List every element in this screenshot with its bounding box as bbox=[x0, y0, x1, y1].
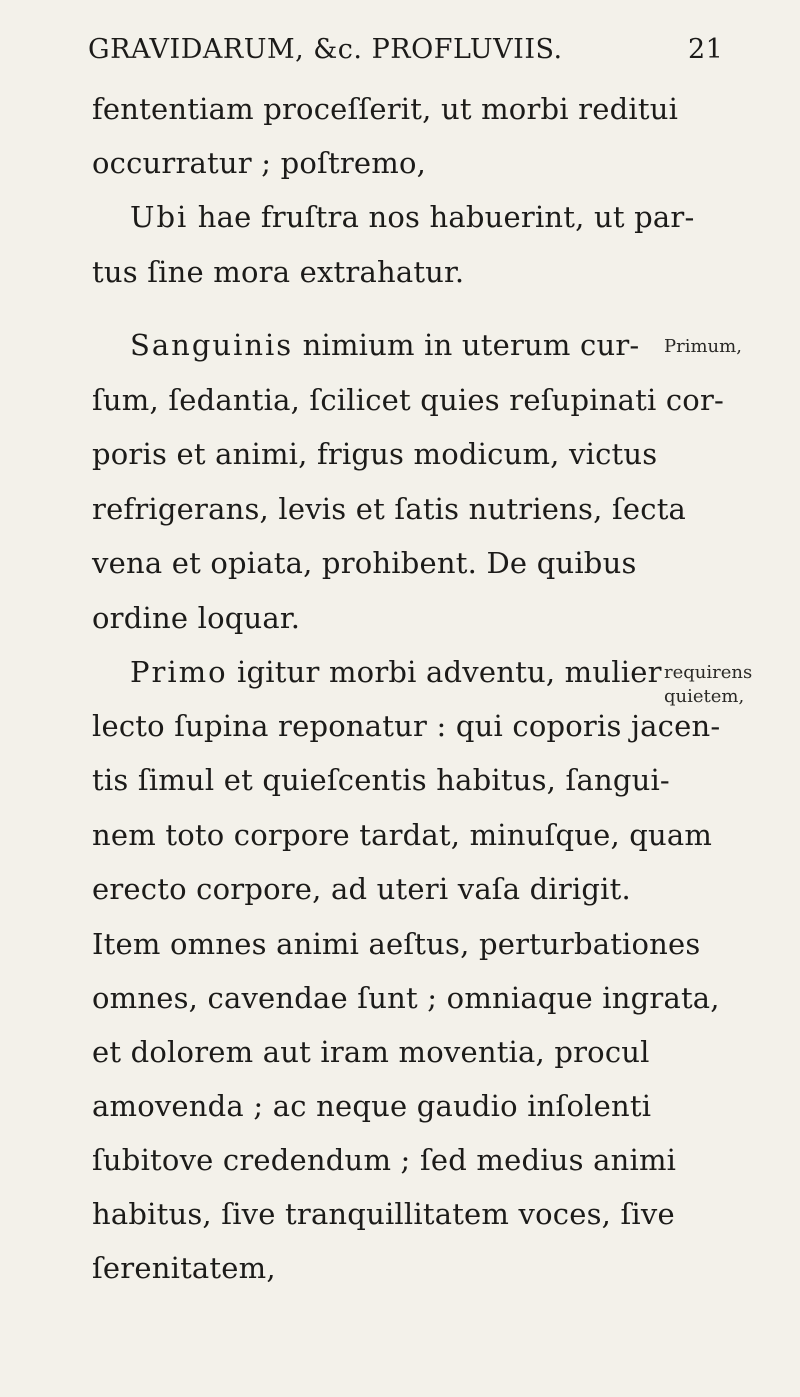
text-line bbox=[130, 328, 639, 362]
text-line: tis ſimul et quieſcentis habitus, ſangui- bbox=[92, 763, 670, 797]
text-line: ſum, ſedantia, ſcilicet quies reſupinati cor- bbox=[92, 383, 725, 417]
text-line-rest: hae fruſtra nos habuerint, ut par- bbox=[197, 200, 695, 234]
text-line: tus ſine mora extrahatur. bbox=[92, 255, 465, 289]
lead-word: Ubi bbox=[130, 200, 189, 234]
text-line: habitus, ſive tranquillitatem voces, ſive bbox=[92, 1197, 675, 1231]
margin-note-primum: Primum, bbox=[664, 336, 742, 357]
text-line: lecto ſupina reponatur : qui coporis jacen- bbox=[92, 709, 721, 743]
text-line: vena et opiata, prohibent. De quibus bbox=[92, 546, 637, 580]
text-line: Item omnes animi aeſtus, perturbationes bbox=[92, 927, 701, 961]
text-line: nem toto corpore tardat, minuſque, quam bbox=[92, 818, 713, 852]
text-line: amovenda ; ac neque gaudio inſolenti bbox=[92, 1089, 652, 1123]
text-line: erecto corpore, ad uteri vaſa dirigit. bbox=[92, 872, 631, 906]
text-line bbox=[130, 655, 662, 689]
page-number: 21 bbox=[688, 34, 724, 65]
text-line: refrigerans, levis et ſatis nutriens, ſecta bbox=[92, 492, 687, 526]
running-head bbox=[88, 34, 728, 65]
running-title: GRAVIDARUM, &c. PROFLUVIIS. bbox=[88, 34, 563, 65]
text-line: ſubitove credendum ; ſed medius animi bbox=[92, 1143, 677, 1177]
text-line-rest: nimium in uterum cur- bbox=[302, 328, 640, 362]
text-line: et dolorem aut iram moventia, procul bbox=[92, 1035, 650, 1069]
text-line: fententiam proceſſerit, ut morbi reditui bbox=[92, 92, 679, 126]
text-line: ordine loquar. bbox=[92, 601, 301, 635]
margin-note-quietem: quietem, bbox=[664, 686, 745, 707]
lead-word: Sanguinis bbox=[130, 328, 294, 362]
text-line: omnes, cavendae ſunt ; omniaque ingrata, bbox=[92, 981, 720, 1015]
text-line bbox=[130, 200, 694, 234]
text-line: occurratur ; poſtremo, bbox=[92, 146, 427, 180]
text-line: ſerenitatem, bbox=[92, 1251, 276, 1285]
lead-word: Primo bbox=[130, 655, 228, 689]
text-line: poris et animi, frigus modicum, victus bbox=[92, 437, 658, 471]
margin-note-requirens: requirens bbox=[664, 662, 753, 683]
text-line-rest: igitur morbi adventu, mulier bbox=[237, 655, 662, 689]
